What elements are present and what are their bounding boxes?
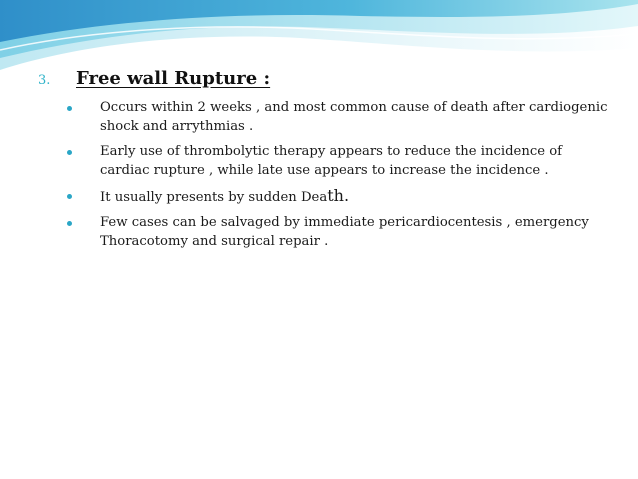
bullet-item [67,98,615,136]
bullet-item [67,186,615,207]
bullet-icon [67,221,72,226]
slide-heading [38,68,270,89]
bullet-text: Occurs within 2 weeks , and most common cause of death after cardiogenic shock and arrythmias . [100,100,608,134]
bullet-list [67,98,615,257]
bullet-text-tail: th. [327,186,350,205]
bullet-item [67,213,615,251]
heading-title: Free wall Rupture : [76,68,271,89]
bullet-icon [67,194,72,199]
bullet-item [67,142,615,180]
heading-number: 3. [38,73,51,88]
bullet-icon [67,150,72,155]
bullet-text: It usually presents by sudden Dea [100,190,328,205]
bullet-icon [67,106,72,111]
bullet-text: Few cases can be salvaged by immediate pericardiocentesis , emergency Thoracotomy and surgical repair . [100,215,589,249]
bullet-text: Early use of thrombolytic therapy appears to reduce the incidence of cardiac rupture , while late use appears to increase the incidence . [100,144,563,178]
